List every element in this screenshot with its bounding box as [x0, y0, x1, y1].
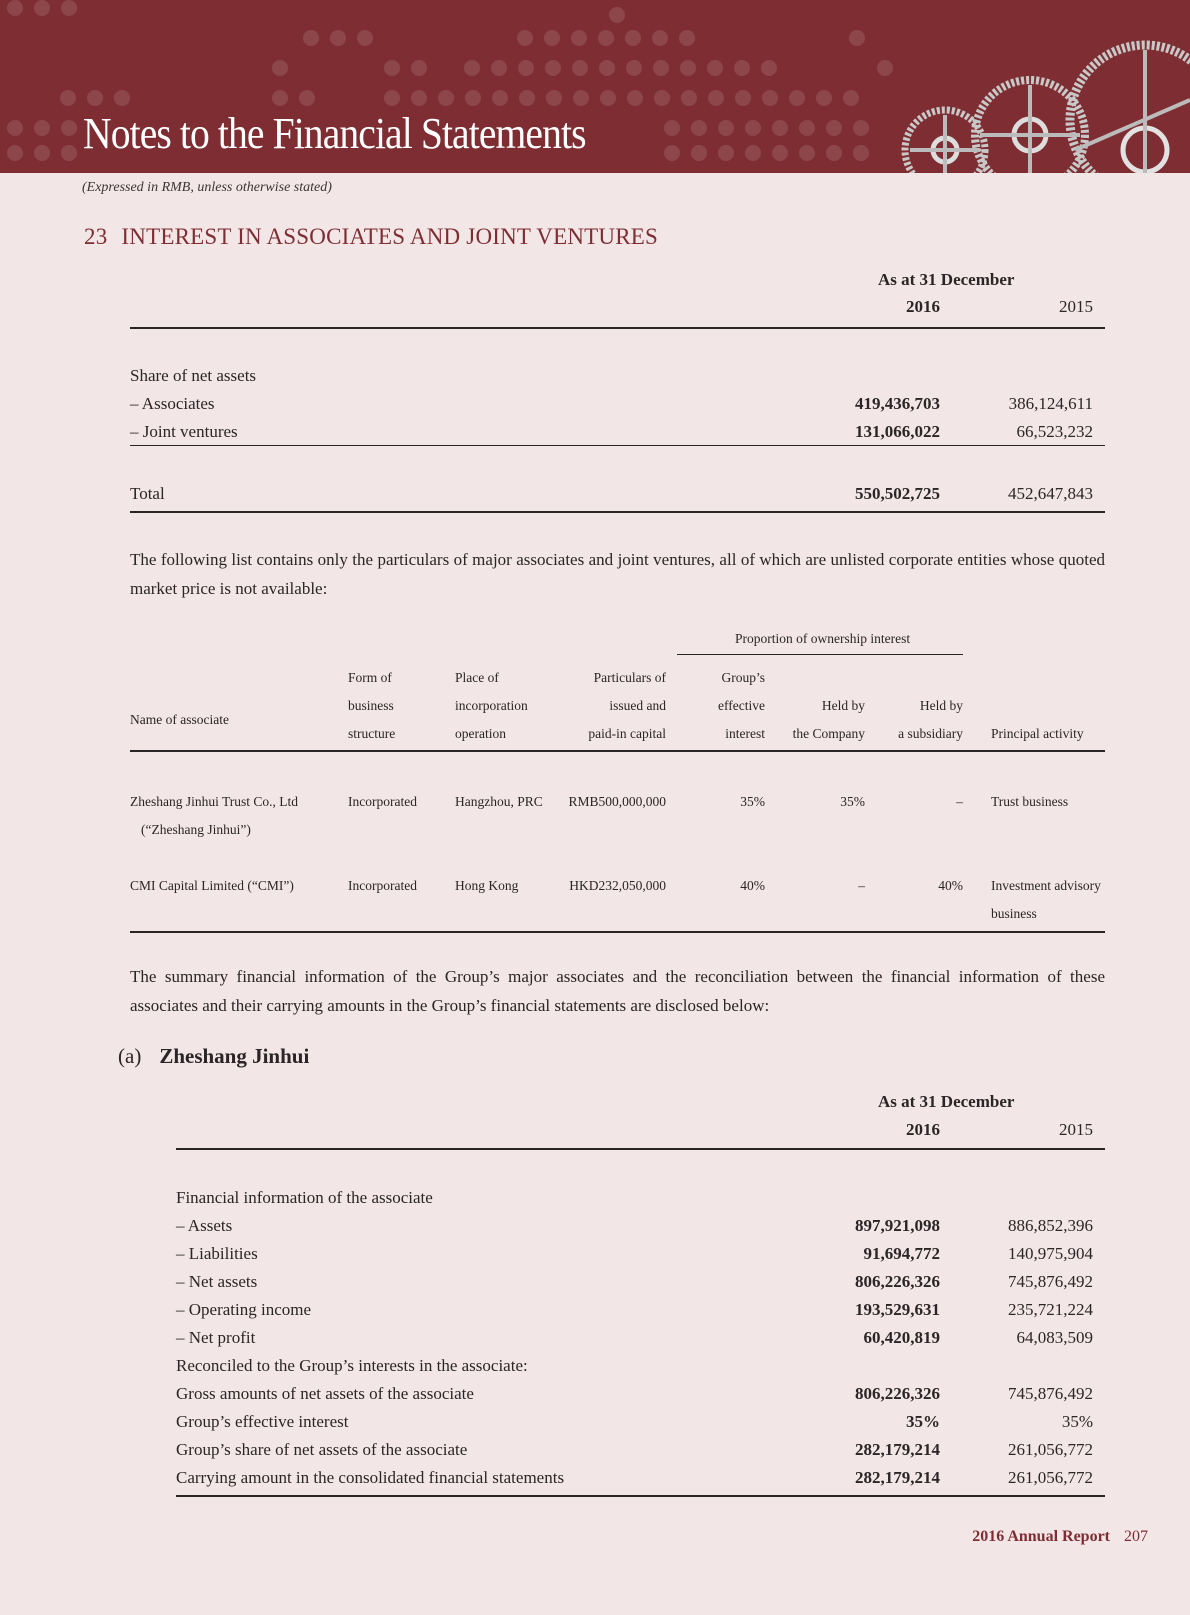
col-effective-header-2: effective — [718, 698, 765, 713]
currency-note: (Expressed in RMB, unless otherwise stated) — [82, 180, 332, 195]
row-label: – Assets — [176, 1216, 233, 1235]
row-label: – Net profit — [176, 1328, 256, 1347]
business-structure: Incorporated — [348, 878, 417, 893]
value-2015: 261,056,772 — [1008, 1440, 1093, 1459]
row-label: Share of net assets — [130, 366, 257, 385]
col-place-header-1: Place of — [455, 670, 499, 685]
value-2015: 235,721,224 — [1008, 1300, 1093, 1319]
section-title: INTEREST IN ASSOCIATES AND JOINT VENTURES — [121, 224, 659, 249]
value-2016: 806,226,326 — [855, 1384, 940, 1403]
col-capital-header-2: issued and — [609, 698, 666, 713]
total-rule — [130, 511, 1105, 513]
value-2016: 897,921,098 — [855, 1216, 940, 1235]
period-label: As at 31 December — [878, 270, 1015, 289]
report-label: 2016 Annual Report — [972, 1528, 1110, 1545]
section-number: 23 — [84, 224, 108, 249]
header-rule — [130, 327, 1105, 329]
row-label: – Joint ventures — [130, 422, 238, 441]
row-label: – Operating income — [176, 1300, 312, 1319]
row-label: Group’s share of net assets of the associate — [176, 1440, 468, 1459]
row-label: Reconciled to the Group’s interests in the associate: — [176, 1356, 528, 1375]
table-bottom-rule — [176, 1495, 1105, 1497]
paid-in-capital: HKD232,050,000 — [569, 878, 666, 893]
col-activity-header: Principal activity — [991, 726, 1084, 741]
summary-paragraph: The summary financial information of the Group’s major associates and the reconciliation between the financial information of these associates and their carrying amounts in the Group’s financial statements are disclosed below: — [130, 967, 1105, 1015]
value-2016: 35% — [906, 1412, 940, 1431]
year-2016-header: 2016 — [906, 1120, 940, 1139]
held-by-company: – — [858, 878, 865, 893]
subsection-label: (a) — [118, 1044, 142, 1068]
value-2016: 419,436,703 — [855, 394, 940, 413]
intro-paragraph: The following list contains only the particulars of major associates and joint ventures, all of which are unlisted corporate entities whose quoted market price is not available: — [130, 550, 1105, 598]
section-heading — [84, 224, 658, 250]
header-banner — [0, 0, 1190, 173]
page-number: 207 — [1124, 1528, 1148, 1545]
col-subsidiary-header-2: Held by — [919, 698, 963, 713]
row-label: Gross amounts of net assets of the associate — [176, 1384, 474, 1403]
row-label: Group’s effective interest — [176, 1412, 349, 1431]
subsection-title: Zheshang Jinhui — [159, 1044, 310, 1068]
held-by-subsidiary: – — [956, 794, 963, 809]
value-2016: 91,694,772 — [863, 1244, 940, 1263]
held-by-subsidiary: 40% — [938, 878, 963, 893]
year-2015-header: 2015 — [1059, 1120, 1093, 1139]
value-2015: 745,876,492 — [1008, 1272, 1093, 1291]
value-2016: 131,066,022 — [855, 422, 940, 441]
subtotal-rule — [130, 445, 1105, 446]
page-title: Notes to the Financial Statements — [83, 109, 586, 158]
place-of-incorporation: Hong Kong — [455, 878, 519, 893]
associate-name: CMI Capital Limited (“CMI”) — [130, 878, 294, 893]
value-2016: 282,179,214 — [855, 1440, 940, 1459]
row-label: Carrying amount in the consolidated financial statements — [176, 1468, 565, 1487]
col-subsidiary-header-3: a subsidiary — [898, 726, 963, 741]
ownership-group-header: Proportion of ownership interest — [735, 631, 911, 646]
group-header-rule — [677, 654, 963, 655]
table-header-rule — [130, 750, 1105, 752]
paid-in-capital: RMB500,000,000 — [568, 794, 666, 809]
gears-illustration-icon — [890, 40, 1190, 173]
col-name-header: Name of associate — [130, 712, 229, 727]
effective-interest: 40% — [740, 878, 765, 893]
year-2015-header: 2015 — [1059, 297, 1093, 316]
value-2015: 745,876,492 — [1008, 1384, 1093, 1403]
row-label: – Liabilities — [176, 1244, 258, 1263]
total-2016: 550,502,725 — [855, 484, 940, 503]
effective-interest: 35% — [740, 794, 765, 809]
year-2016-header: 2016 — [906, 297, 940, 316]
col-form-header-1: Form of — [348, 670, 392, 685]
table-bottom-rule — [130, 931, 1105, 933]
associate-name: Zheshang Jinhui Trust Co., Ltd — [130, 794, 299, 809]
value-2016: 282,179,214 — [855, 1468, 940, 1487]
total-label: Total — [130, 484, 165, 503]
business-structure: Incorporated — [348, 794, 417, 809]
place-of-incorporation: Hangzhou, PRC — [455, 794, 543, 809]
held-by-company: 35% — [840, 794, 865, 809]
col-company-header-3: the Company — [792, 726, 865, 741]
col-capital-header-3: paid-in capital — [588, 726, 666, 741]
col-place-header-3: operation — [455, 726, 506, 741]
header-rule — [176, 1148, 1105, 1150]
principal-activity: Investment advisory — [991, 878, 1101, 893]
value-2016: 60,420,819 — [863, 1328, 940, 1347]
principal-activity: Trust business — [991, 794, 1069, 809]
period-label: As at 31 December — [878, 1092, 1015, 1111]
value-2015: 386,124,611 — [1008, 394, 1093, 413]
col-company-header-2: Held by — [821, 698, 865, 713]
value-2015: 66,523,232 — [1016, 422, 1093, 441]
value-2015: 64,083,509 — [1016, 1328, 1093, 1347]
value-2016: 193,529,631 — [855, 1300, 940, 1319]
page-footer — [972, 1528, 1148, 1546]
row-label: – Net assets — [176, 1272, 258, 1291]
row-label: – Associates — [130, 394, 215, 413]
associate-short-name: (“Zheshang Jinhui”) — [141, 822, 251, 837]
col-effective-header-1: Group’s — [721, 670, 765, 685]
row-label: Financial information of the associate — [176, 1188, 433, 1207]
col-form-header-3: structure — [348, 726, 396, 741]
total-2015: 452,647,843 — [1008, 484, 1093, 503]
value-2015: 35% — [1061, 1412, 1093, 1431]
col-effective-header-3: interest — [725, 726, 765, 741]
col-place-header-2: incorporation — [455, 698, 528, 713]
value-2015: 140,975,904 — [1008, 1244, 1093, 1263]
value-2015: 261,056,772 — [1008, 1468, 1093, 1487]
subsection-heading — [118, 1044, 309, 1069]
value-2015: 886,852,396 — [1008, 1216, 1093, 1235]
value-2016: 806,226,326 — [855, 1272, 940, 1291]
col-form-header-2: business — [348, 698, 394, 713]
col-capital-header-1: Particulars of — [593, 670, 666, 685]
principal-activity-line2: business — [991, 906, 1037, 921]
